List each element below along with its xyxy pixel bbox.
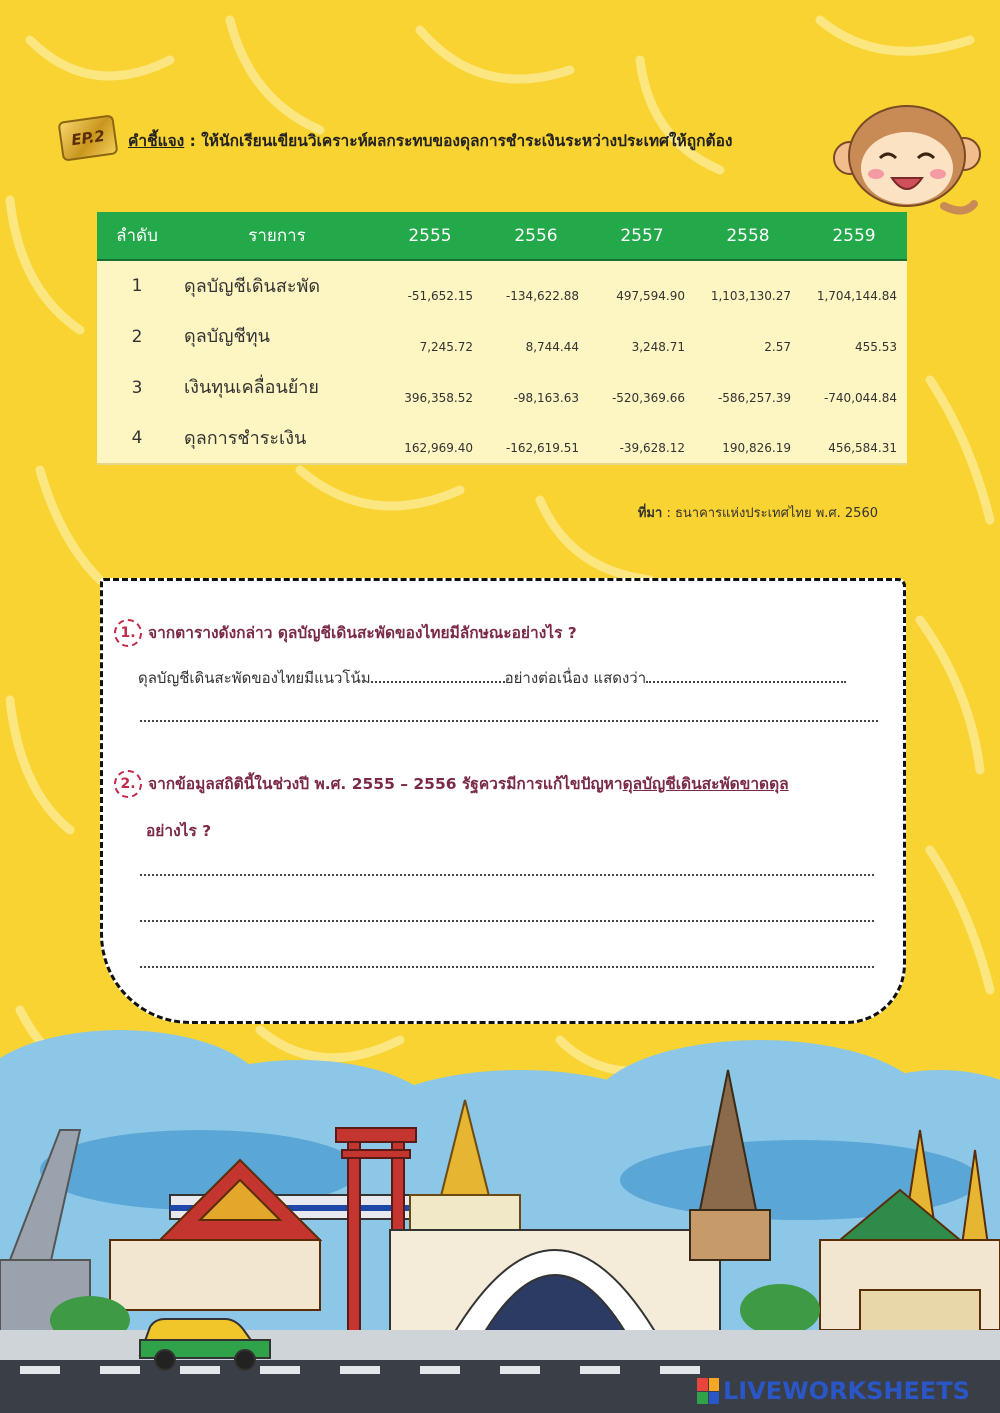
row-value: -39,628.12 [589, 413, 695, 464]
liveworksheets-brand[interactable] [697, 1376, 993, 1406]
answer-2-blank-b[interactable] [140, 920, 874, 922]
source-text: : ธนาคารแห่งประเทศไทย พ.ศ. 2560 [662, 506, 878, 521]
row-item: เงินทุนเคลื่อนย้าย [184, 377, 319, 398]
row-item: ดุลการชำระเงิน [177, 413, 377, 464]
source-note [560, 502, 878, 523]
question-2-text-b: อย่างไร ? [146, 822, 212, 840]
instruction [128, 128, 848, 153]
header-item: รายการ [177, 212, 377, 260]
answer-1-blank-c[interactable] [140, 720, 878, 722]
row-value: -520,369.66 [611, 391, 685, 405]
row-value: 2.57 [764, 340, 791, 354]
bangkok-city-illustration [0, 1010, 1000, 1413]
answer-1-middle: อย่างต่อเนื่อง แสดงว่า [504, 669, 647, 687]
row-value: -51,652.15 [407, 289, 473, 303]
row-index: 3 [131, 377, 143, 398]
header-year-2557: 2557 [589, 212, 695, 260]
header-year-2556: 2556 [483, 212, 589, 260]
row-value: 190,826.19 [695, 413, 801, 464]
table-header-row [97, 212, 907, 260]
monkey-mascot-icon [832, 96, 982, 226]
row-index: 4 [97, 413, 177, 464]
question-number-2: 2. [114, 770, 142, 798]
question-2-underlined: ดุลบัญชีเดินสะพัดขาดดุล [622, 775, 789, 793]
row-value: 162,969.40 [377, 413, 483, 464]
balance-of-payments-table [97, 212, 907, 465]
question-2-text-a: จากข้อมูลสถิตินี้ในช่วงปี พ.ศ. 2555 – 2556 รัฐควรมีการแก้ไขปัญหา [148, 775, 623, 793]
row-value: 3,248.71 [631, 340, 685, 354]
row-value: -740,044.84 [823, 391, 897, 405]
answer-1-blank-b[interactable] [646, 671, 846, 683]
header-year-2558: 2558 [695, 212, 801, 260]
row-index: 1 [131, 276, 143, 296]
table-row [97, 311, 907, 362]
row-value: 7,245.72 [419, 340, 473, 354]
row-value: 1,103,130.27 [710, 289, 791, 303]
row-value: -98,163.63 [513, 391, 579, 405]
ep-badge: EP.2 [57, 114, 118, 161]
row-value: 1,704,144.84 [816, 289, 897, 303]
answer-1-prefix: ดุลบัญชีเดินสะพัดของไทยมีแนวโน้ม [138, 669, 371, 687]
liveworksheets-logo-icon [697, 1378, 719, 1404]
source-label: ที่มา [637, 506, 663, 521]
data-table [97, 212, 907, 465]
question-2-text [148, 771, 789, 796]
row-value: 456,584.31 [801, 413, 907, 464]
row-value: -586,257.39 [717, 391, 791, 405]
header-year-2555: 2555 [377, 212, 483, 260]
row-value: 455.53 [855, 340, 897, 354]
instruction-text: : ให้นักเรียนเขียนวิเคราะห์ผลกระทบของดุลการชำระเงินระหว่างประเทศให้ถูกต้อง [184, 132, 733, 150]
question-number-1: 1. [114, 619, 142, 647]
row-value: -134,622.88 [505, 289, 579, 303]
answer-2-blank-c[interactable] [140, 966, 874, 968]
question-1-answer-line-1 [138, 666, 880, 690]
row-item: ดุลบัญชีเดินสะพัด [184, 276, 321, 297]
answer-1-blank-a[interactable] [371, 671, 505, 683]
row-index: 2 [131, 326, 143, 347]
table-row [97, 362, 907, 413]
row-item: ดุลบัญชีทุน [184, 326, 270, 347]
row-value: 497,594.90 [616, 289, 685, 303]
table-row [97, 413, 907, 464]
instruction-label: คำชี้แจง [128, 132, 185, 150]
question-1-text: จากตารางดังกล่าว ดุลบัญชีเดินสะพัดของไทยมีลักษณะอย่างไร ? [148, 624, 577, 642]
row-value: 8,744.44 [525, 340, 579, 354]
answer-2-blank-a[interactable] [140, 874, 874, 876]
table-row [97, 260, 907, 311]
header-year-2559: 2559 [801, 212, 907, 260]
row-value: -162,619.51 [483, 413, 589, 464]
header-index: ลำดับ [97, 212, 177, 260]
row-value: 396,358.52 [404, 391, 473, 405]
liveworksheets-text: LIVEWORKSHEETS [723, 1377, 970, 1405]
